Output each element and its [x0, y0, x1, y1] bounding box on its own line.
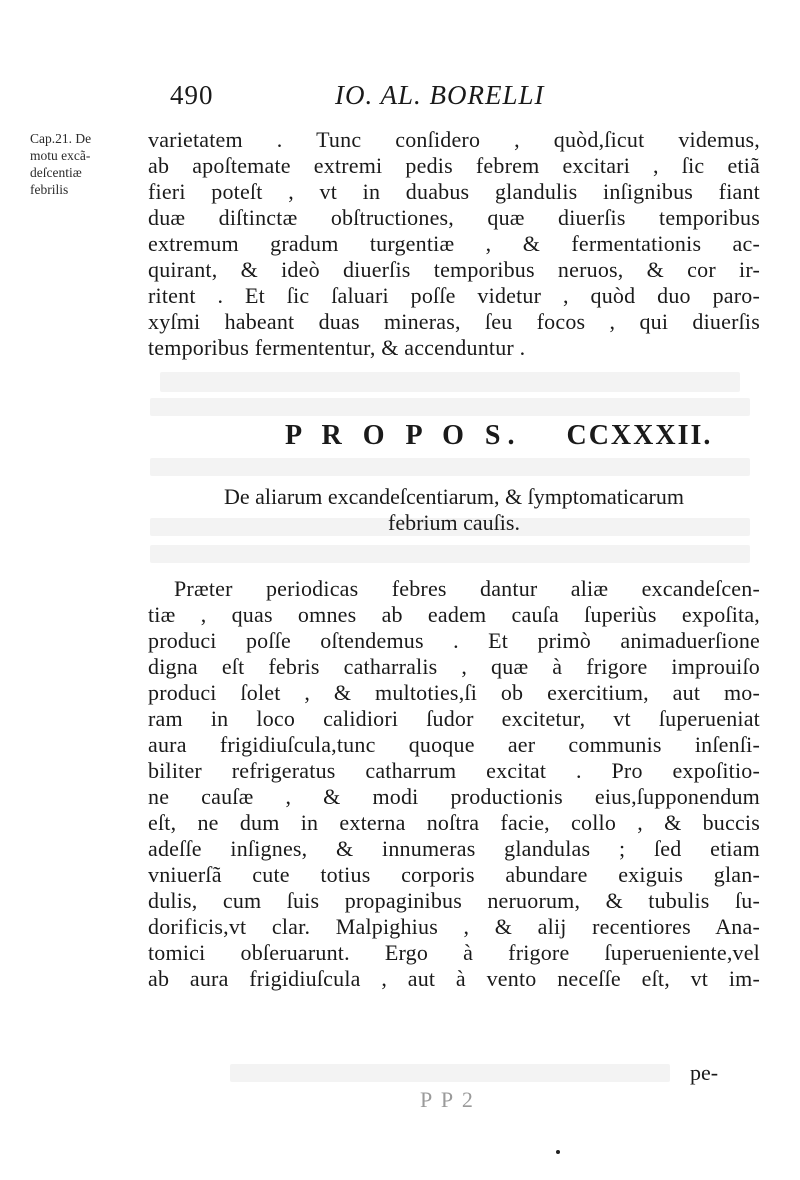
text-line: Præter periodicas febres dantur aliæ excandeſcen- — [174, 576, 760, 601]
text-line: ab aura frigidiuſcula , aut à vento neceſſe eſt, vt im- — [148, 966, 760, 991]
running-head — [170, 80, 590, 114]
proposition-subtitle — [148, 484, 760, 536]
text-line: tomici obſeruarunt. Ergo à frigore ſuperueniente,vel — [148, 940, 760, 965]
running-head-author: IO. AL. BORELLI — [335, 80, 545, 110]
text-line: aura frigidiuſcula,tunc quoque aer communis inſenſi- — [148, 732, 760, 757]
text-line: quirant, & ideò diuerſis temporibus neruos, & cor ir- — [148, 257, 760, 282]
text-line: ram in loco calidiori ſudor excitetur, vt ſuperueniat — [148, 706, 760, 731]
paragraph-1 — [148, 127, 760, 361]
text-line: ab apoſtemate extremi pedis febrem excitari , ſic etiã — [148, 153, 760, 178]
text-line: produci poſſe oſtendemus . Et primò animaduerſione — [148, 628, 760, 653]
proposition-heading — [285, 420, 745, 454]
text-line: ne cauſæ , & modi productionis eius,ſupponendum — [148, 784, 760, 809]
ink-speck — [556, 1150, 560, 1154]
paragraph-2 — [148, 576, 760, 992]
signature-mark: P P 2 — [420, 1087, 475, 1112]
text-line: dorificis,vt clar. Malpighius , & alij recentiores Ana- — [148, 914, 760, 939]
text-line: tiæ , quas omnes ab eadem cauſa ſuperiùs expoſita, — [148, 602, 760, 627]
marginal-note: Cap.21. De motu excã- deſcentiæ febrilis — [30, 131, 92, 197]
text-line: eſt, ne dum in externa noſtra facie, collo , & buccis — [148, 810, 760, 835]
subtitle-line: febrium cauſis. — [388, 510, 520, 535]
proposition-label: P R O P O S. — [285, 420, 522, 451]
text-line: fieri poteſt , vt in duabus glandulis inſignibus fiant — [148, 179, 760, 204]
catchword: pe- — [690, 1060, 719, 1085]
text-line: duæ diſtinctæ obſtructiones, quæ diuerſis temporibus — [148, 205, 760, 230]
text-line: xyſmi habeant duas mineras, ſeu focos , qui diuerſis — [148, 309, 760, 334]
page-number: 490 — [170, 80, 214, 110]
text-line: produci ſolet , & multoties,ſi ob exercitium, aut mo- — [148, 680, 760, 705]
text-line: ritent . Et ſic ſaluari poſſe videtur , quòd duo paro- — [148, 283, 760, 308]
text-line: biliter refrigeratus catharrum excitat . Pro expoſitio- — [148, 758, 760, 783]
text-line: dulis, cum ſuis propaginibus neruorum, & tubulis ſu- — [148, 888, 760, 913]
text-line: temporibus fermententur, & accenduntur . — [148, 335, 526, 360]
text-line: vniuerſã cute totius corporis abundare exiguis glan- — [148, 862, 760, 887]
text-line: digna eſt febris catharralis , quæ à frigore improuiſo — [148, 654, 760, 679]
proposition-number: CCXXXII. — [566, 420, 713, 451]
text-line: varietatem . Tunc conſidero , quòd,ſicut videmus, — [148, 127, 760, 152]
subtitle-line: De aliarum excandeſcentiarum, & ſymptomaticarum — [224, 484, 684, 509]
text-line: extremum gradum turgentiæ , & fermentationis ac- — [148, 231, 760, 256]
text-line: adeſſe inſignes, & innumeras glandulas ; ſed etiam — [148, 836, 760, 861]
